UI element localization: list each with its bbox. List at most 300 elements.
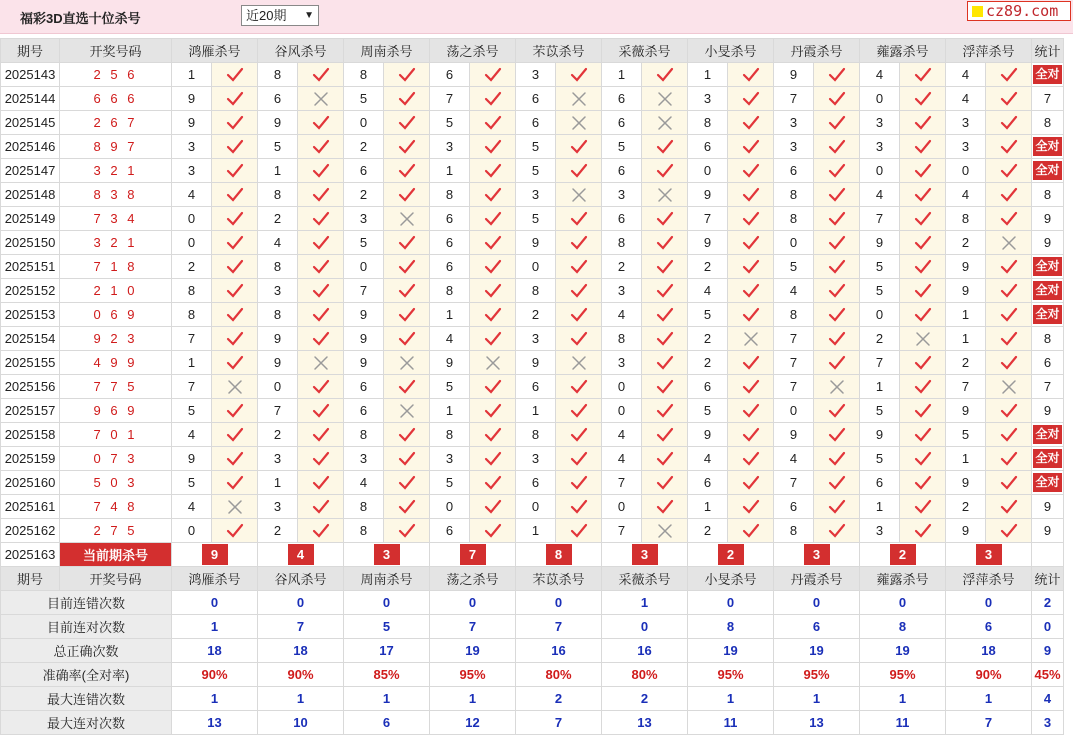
col-expert: 芣苡杀号 bbox=[516, 567, 602, 591]
col-expert: 浮萍杀号 bbox=[946, 39, 1032, 63]
kill-number: 1 bbox=[688, 495, 728, 519]
full-correct-label: 全对 bbox=[1033, 65, 1061, 84]
kill-number: 8 bbox=[344, 423, 384, 447]
check-icon bbox=[728, 423, 774, 447]
stat-cell: 9 bbox=[1032, 231, 1064, 255]
check-icon bbox=[556, 207, 602, 231]
full-correct-badge bbox=[1032, 255, 1064, 279]
check-icon bbox=[298, 303, 344, 327]
check-icon bbox=[814, 495, 860, 519]
cross-icon bbox=[642, 519, 688, 543]
cross-icon bbox=[556, 111, 602, 135]
kill-number: 8 bbox=[258, 255, 298, 279]
open-number: 4 9 9 bbox=[60, 351, 172, 375]
kill-number: 7 bbox=[602, 471, 642, 495]
check-icon bbox=[470, 63, 516, 87]
cross-icon bbox=[986, 231, 1032, 255]
kill-number: 8 bbox=[774, 519, 814, 543]
kill-number: 5 bbox=[860, 279, 900, 303]
site-logo[interactable] bbox=[967, 1, 1071, 21]
col-expert: 采薇杀号 bbox=[602, 39, 688, 63]
open-number: 9 6 9 bbox=[60, 399, 172, 423]
kill-number: 9 bbox=[430, 351, 470, 375]
summary-row bbox=[1, 687, 1064, 711]
check-icon bbox=[298, 111, 344, 135]
col-expert: 周南杀号 bbox=[344, 567, 430, 591]
check-icon bbox=[298, 207, 344, 231]
kill-number: 8 bbox=[172, 279, 212, 303]
check-icon bbox=[900, 447, 946, 471]
header-row bbox=[1, 567, 1064, 591]
check-icon bbox=[556, 471, 602, 495]
kill-number: 6 bbox=[602, 207, 642, 231]
kill-number: 5 bbox=[430, 375, 470, 399]
summary-value: 85% bbox=[344, 663, 430, 687]
kill-number: 3 bbox=[172, 135, 212, 159]
col-expert: 荡之杀号 bbox=[430, 567, 516, 591]
cross-icon bbox=[384, 207, 430, 231]
cross-icon bbox=[728, 327, 774, 351]
full-correct-badge bbox=[1032, 447, 1064, 471]
check-icon bbox=[642, 207, 688, 231]
summary-label: 总正确次数 bbox=[1, 639, 172, 663]
summary-row bbox=[1, 711, 1064, 735]
kill-number: 6 bbox=[774, 495, 814, 519]
kill-number: 4 bbox=[430, 327, 470, 351]
summary-value: 18 bbox=[258, 639, 344, 663]
kill-number: 8 bbox=[516, 423, 556, 447]
kill-number: 8 bbox=[774, 303, 814, 327]
current-kill-value: 3 bbox=[632, 544, 658, 565]
cross-icon bbox=[212, 495, 258, 519]
kill-number: 7 bbox=[430, 87, 470, 111]
kill-number: 5 bbox=[172, 471, 212, 495]
check-icon bbox=[986, 303, 1032, 327]
check-icon bbox=[384, 471, 430, 495]
check-icon bbox=[556, 327, 602, 351]
summary-value: 0 bbox=[344, 591, 430, 615]
kill-number: 4 bbox=[602, 423, 642, 447]
check-icon bbox=[814, 399, 860, 423]
kill-number: 5 bbox=[860, 447, 900, 471]
kill-number: 2 bbox=[688, 327, 728, 351]
full-correct-badge bbox=[1032, 63, 1064, 87]
kill-number: 3 bbox=[258, 279, 298, 303]
stat-cell: 7 bbox=[1032, 87, 1064, 111]
check-icon bbox=[728, 111, 774, 135]
check-icon bbox=[900, 207, 946, 231]
kill-number: 3 bbox=[344, 207, 384, 231]
issue-cell: 2025144 bbox=[1, 87, 60, 111]
kill-number: 1 bbox=[258, 159, 298, 183]
open-number: 7 3 4 bbox=[60, 207, 172, 231]
check-icon bbox=[986, 183, 1032, 207]
check-icon bbox=[298, 159, 344, 183]
full-correct-badge bbox=[1032, 303, 1064, 327]
summary-value: 0 bbox=[602, 615, 688, 639]
check-icon bbox=[986, 447, 1032, 471]
current-kill-value: 3 bbox=[804, 544, 830, 565]
check-icon bbox=[642, 255, 688, 279]
table-row bbox=[1, 183, 1064, 207]
kill-number: 0 bbox=[172, 207, 212, 231]
check-icon bbox=[642, 471, 688, 495]
full-correct-label: 全对 bbox=[1033, 257, 1061, 276]
kill-number: 5 bbox=[172, 399, 212, 423]
check-icon bbox=[384, 519, 430, 543]
kill-number: 3 bbox=[602, 183, 642, 207]
check-icon bbox=[986, 159, 1032, 183]
check-icon bbox=[814, 231, 860, 255]
check-icon bbox=[384, 423, 430, 447]
stat-cell: 9 bbox=[1032, 207, 1064, 231]
kill-number: 3 bbox=[516, 183, 556, 207]
summary-value: 80% bbox=[516, 663, 602, 687]
col-expert: 丹霞杀号 bbox=[774, 39, 860, 63]
check-icon bbox=[212, 255, 258, 279]
check-icon bbox=[384, 231, 430, 255]
check-icon bbox=[212, 159, 258, 183]
check-icon bbox=[556, 279, 602, 303]
summary-value: 8 bbox=[860, 615, 946, 639]
check-icon bbox=[470, 399, 516, 423]
issue-cell: 2025162 bbox=[1, 519, 60, 543]
check-icon bbox=[212, 63, 258, 87]
kill-number: 5 bbox=[688, 303, 728, 327]
col-expert: 谷风杀号 bbox=[258, 567, 344, 591]
check-icon bbox=[212, 231, 258, 255]
summary-value: 7 bbox=[516, 615, 602, 639]
check-icon bbox=[814, 63, 860, 87]
kill-number: 3 bbox=[430, 447, 470, 471]
summary-value: 1 bbox=[258, 687, 344, 711]
check-icon bbox=[384, 63, 430, 87]
kill-number: 9 bbox=[860, 231, 900, 255]
kill-number: 8 bbox=[430, 423, 470, 447]
kill-number: 1 bbox=[172, 63, 212, 87]
issue-cell: 2025153 bbox=[1, 303, 60, 327]
check-icon bbox=[986, 399, 1032, 423]
kill-number: 5 bbox=[860, 255, 900, 279]
table-row bbox=[1, 399, 1064, 423]
check-icon bbox=[384, 111, 430, 135]
kill-number: 1 bbox=[516, 519, 556, 543]
summary-value: 11 bbox=[688, 711, 774, 735]
check-icon bbox=[986, 63, 1032, 87]
kill-number: 8 bbox=[430, 279, 470, 303]
summary-value: 17 bbox=[344, 639, 430, 663]
table-row bbox=[1, 111, 1064, 135]
summary-value: 0 bbox=[516, 591, 602, 615]
kill-number: 9 bbox=[172, 111, 212, 135]
current-kill-value: 9 bbox=[202, 544, 228, 565]
summary-row bbox=[1, 663, 1064, 687]
summary-value: 80% bbox=[602, 663, 688, 687]
check-icon bbox=[642, 399, 688, 423]
stat-cell: 9 bbox=[1032, 519, 1064, 543]
kill-number: 2 bbox=[688, 519, 728, 543]
col-expert: 芣苡杀号 bbox=[516, 39, 602, 63]
check-icon bbox=[900, 423, 946, 447]
check-icon bbox=[900, 183, 946, 207]
current-row bbox=[1, 543, 1064, 567]
kill-number: 6 bbox=[860, 471, 900, 495]
full-correct-label: 全对 bbox=[1033, 137, 1061, 156]
summary-value: 13 bbox=[602, 711, 688, 735]
check-icon bbox=[298, 63, 344, 87]
issue-cell: 2025157 bbox=[1, 399, 60, 423]
top-bar bbox=[0, 0, 1073, 34]
kill-number: 2 bbox=[946, 231, 986, 255]
kill-number: 7 bbox=[774, 327, 814, 351]
kill-number: 5 bbox=[688, 399, 728, 423]
full-correct-badge bbox=[1032, 279, 1064, 303]
col-expert: 蕹露杀号 bbox=[860, 39, 946, 63]
check-icon bbox=[986, 327, 1032, 351]
kill-number: 7 bbox=[688, 207, 728, 231]
table-row bbox=[1, 135, 1064, 159]
summary-value: 1 bbox=[172, 615, 258, 639]
kill-number: 3 bbox=[258, 447, 298, 471]
kill-number: 6 bbox=[344, 375, 384, 399]
check-icon bbox=[556, 519, 602, 543]
kill-number: 1 bbox=[258, 471, 298, 495]
summary-value: 19 bbox=[860, 639, 946, 663]
check-icon bbox=[814, 159, 860, 183]
check-icon bbox=[814, 183, 860, 207]
check-icon bbox=[556, 159, 602, 183]
open-number: 7 4 8 bbox=[60, 495, 172, 519]
check-icon bbox=[298, 447, 344, 471]
open-number: 7 7 5 bbox=[60, 375, 172, 399]
kill-number: 1 bbox=[946, 303, 986, 327]
col-expert: 小旻杀号 bbox=[688, 39, 774, 63]
issue-cell: 2025159 bbox=[1, 447, 60, 471]
kill-number: 6 bbox=[688, 135, 728, 159]
stat-cell: 8 bbox=[1032, 111, 1064, 135]
kill-number: 9 bbox=[774, 63, 814, 87]
check-icon bbox=[470, 375, 516, 399]
kill-number: 7 bbox=[774, 351, 814, 375]
check-icon bbox=[728, 375, 774, 399]
check-icon bbox=[298, 135, 344, 159]
kill-number: 9 bbox=[516, 231, 556, 255]
check-icon bbox=[642, 351, 688, 375]
summary-value: 0 bbox=[172, 591, 258, 615]
table-row bbox=[1, 447, 1064, 471]
kill-number: 4 bbox=[172, 423, 212, 447]
kill-number: 1 bbox=[946, 447, 986, 471]
summary-value: 11 bbox=[860, 711, 946, 735]
kill-number: 9 bbox=[860, 423, 900, 447]
full-correct-label: 全对 bbox=[1033, 281, 1061, 300]
col-issue: 期号 bbox=[1, 39, 60, 63]
check-icon bbox=[728, 471, 774, 495]
table-row bbox=[1, 471, 1064, 495]
open-number: 6 6 6 bbox=[60, 87, 172, 111]
kill-number: 2 bbox=[258, 519, 298, 543]
check-icon bbox=[728, 399, 774, 423]
summary-value: 8 bbox=[688, 615, 774, 639]
check-icon bbox=[728, 135, 774, 159]
summary-value: 16 bbox=[516, 639, 602, 663]
check-icon bbox=[384, 327, 430, 351]
stat-cell: 6 bbox=[1032, 351, 1064, 375]
check-icon bbox=[900, 231, 946, 255]
issue-cell: 2025156 bbox=[1, 375, 60, 399]
kill-number: 8 bbox=[172, 303, 212, 327]
kill-number: 3 bbox=[172, 159, 212, 183]
kill-number: 7 bbox=[860, 207, 900, 231]
check-icon bbox=[470, 135, 516, 159]
kill-number: 4 bbox=[172, 183, 212, 207]
check-icon bbox=[814, 447, 860, 471]
check-icon bbox=[642, 135, 688, 159]
check-icon bbox=[384, 303, 430, 327]
table-row bbox=[1, 495, 1064, 519]
summary-value: 18 bbox=[172, 639, 258, 663]
kill-number: 8 bbox=[430, 183, 470, 207]
check-icon bbox=[556, 255, 602, 279]
kill-number: 3 bbox=[258, 495, 298, 519]
kill-number: 3 bbox=[516, 327, 556, 351]
kill-number: 8 bbox=[774, 207, 814, 231]
summary-value: 95% bbox=[688, 663, 774, 687]
check-icon bbox=[298, 183, 344, 207]
kill-number: 9 bbox=[946, 279, 986, 303]
kill-number: 0 bbox=[860, 303, 900, 327]
kill-number: 4 bbox=[688, 447, 728, 471]
check-icon bbox=[298, 279, 344, 303]
col-expert: 谷风杀号 bbox=[258, 39, 344, 63]
check-icon bbox=[814, 255, 860, 279]
kill-number: 0 bbox=[602, 375, 642, 399]
kill-number: 8 bbox=[344, 519, 384, 543]
kill-number: 2 bbox=[258, 423, 298, 447]
kill-number: 3 bbox=[516, 63, 556, 87]
check-icon bbox=[212, 135, 258, 159]
kill-number: 4 bbox=[688, 279, 728, 303]
kill-number: 9 bbox=[946, 255, 986, 279]
summary-stat: 0 bbox=[1032, 615, 1064, 639]
issue-cell: 2025152 bbox=[1, 279, 60, 303]
summary-value: 90% bbox=[172, 663, 258, 687]
summary-value: 19 bbox=[774, 639, 860, 663]
kill-number: 2 bbox=[344, 135, 384, 159]
check-icon bbox=[642, 495, 688, 519]
summary-stat: 45% bbox=[1032, 663, 1064, 687]
check-icon bbox=[642, 423, 688, 447]
kill-number: 3 bbox=[516, 447, 556, 471]
current-kill-value: 2 bbox=[718, 544, 744, 565]
kill-number: 9 bbox=[688, 183, 728, 207]
check-icon bbox=[212, 399, 258, 423]
summary-value: 7 bbox=[946, 711, 1032, 735]
kill-number: 1 bbox=[430, 159, 470, 183]
kill-number: 0 bbox=[602, 399, 642, 423]
kill-number: 7 bbox=[946, 375, 986, 399]
col-expert: 丹霞杀号 bbox=[774, 567, 860, 591]
check-icon bbox=[470, 447, 516, 471]
kill-number: 4 bbox=[344, 471, 384, 495]
kill-number: 7 bbox=[602, 519, 642, 543]
col-expert: 鸿雁杀号 bbox=[172, 39, 258, 63]
kill-number: 4 bbox=[258, 231, 298, 255]
open-number: 9 2 3 bbox=[60, 327, 172, 351]
check-icon bbox=[212, 207, 258, 231]
kill-number: 0 bbox=[430, 495, 470, 519]
kill-number: 0 bbox=[602, 495, 642, 519]
open-number: 2 6 7 bbox=[60, 111, 172, 135]
kill-number: 2 bbox=[602, 255, 642, 279]
summary-value: 0 bbox=[774, 591, 860, 615]
check-icon bbox=[470, 231, 516, 255]
kill-number: 0 bbox=[516, 255, 556, 279]
col-expert: 周南杀号 bbox=[344, 39, 430, 63]
col-expert: 鸿雁杀号 bbox=[172, 567, 258, 591]
kill-number: 6 bbox=[516, 375, 556, 399]
issue-cell: 2025158 bbox=[1, 423, 60, 447]
check-icon bbox=[556, 135, 602, 159]
summary-value: 1 bbox=[602, 591, 688, 615]
kill-number: 1 bbox=[430, 399, 470, 423]
page-title: 福彩3D直选十位杀号 bbox=[20, 11, 141, 26]
summary-value: 1 bbox=[946, 687, 1032, 711]
kill-number: 9 bbox=[172, 447, 212, 471]
check-icon bbox=[728, 87, 774, 111]
open-number: 3 2 1 bbox=[60, 159, 172, 183]
summary-value: 0 bbox=[688, 591, 774, 615]
check-icon bbox=[384, 135, 430, 159]
check-icon bbox=[900, 135, 946, 159]
issue-cell: 2025149 bbox=[1, 207, 60, 231]
check-icon bbox=[556, 447, 602, 471]
kill-number: 4 bbox=[946, 63, 986, 87]
summary-value: 0 bbox=[860, 591, 946, 615]
kill-number: 5 bbox=[430, 111, 470, 135]
check-icon bbox=[556, 63, 602, 87]
stat-cell: 8 bbox=[1032, 183, 1064, 207]
period-select[interactable] bbox=[241, 5, 319, 26]
kill-number: 7 bbox=[774, 375, 814, 399]
kill-number: 5 bbox=[258, 135, 298, 159]
issue-cell: 2025151 bbox=[1, 255, 60, 279]
kill-number: 8 bbox=[258, 303, 298, 327]
kill-number: 3 bbox=[602, 279, 642, 303]
kill-number: 1 bbox=[946, 327, 986, 351]
kill-number: 8 bbox=[602, 327, 642, 351]
open-number: 8 9 7 bbox=[60, 135, 172, 159]
summary-value: 19 bbox=[430, 639, 516, 663]
kill-number: 4 bbox=[172, 495, 212, 519]
check-icon bbox=[986, 255, 1032, 279]
check-icon bbox=[212, 447, 258, 471]
summary-value: 90% bbox=[258, 663, 344, 687]
check-icon bbox=[384, 375, 430, 399]
kill-number: 0 bbox=[860, 87, 900, 111]
table-row bbox=[1, 351, 1064, 375]
kill-number: 5 bbox=[946, 423, 986, 447]
kill-number: 3 bbox=[774, 111, 814, 135]
open-number: 0 7 3 bbox=[60, 447, 172, 471]
table-row bbox=[1, 159, 1064, 183]
kill-number: 1 bbox=[602, 63, 642, 87]
check-icon bbox=[384, 255, 430, 279]
check-icon bbox=[212, 327, 258, 351]
summary-value: 2 bbox=[602, 687, 688, 711]
kill-number: 3 bbox=[344, 447, 384, 471]
cross-icon bbox=[556, 351, 602, 375]
